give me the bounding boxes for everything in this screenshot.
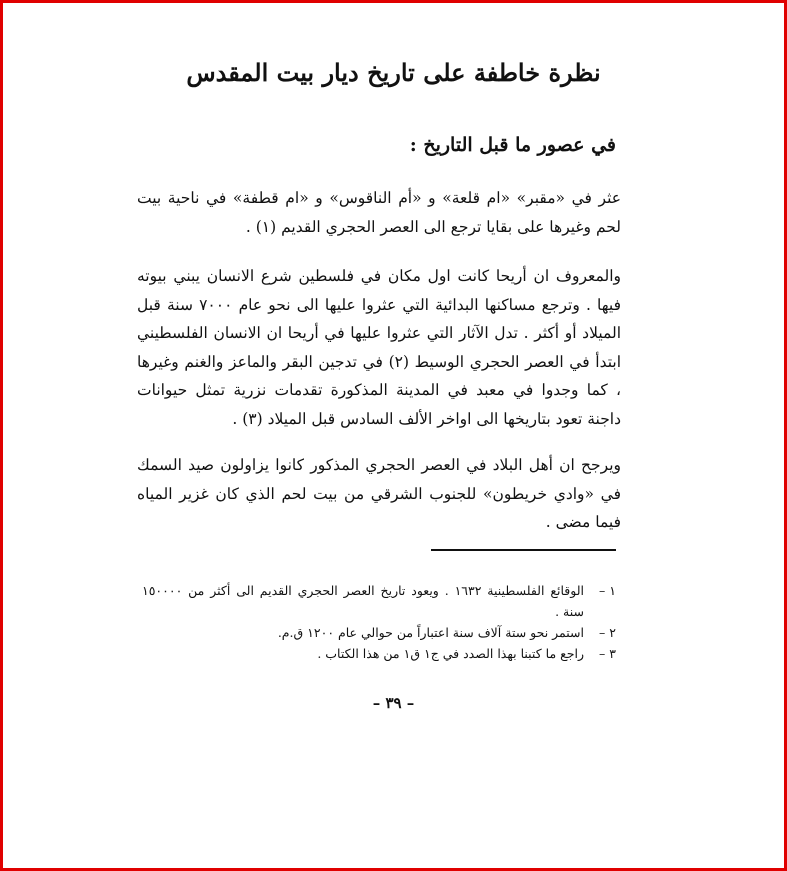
paragraph-2 xyxy=(137,262,621,434)
footnote-separator xyxy=(431,549,616,551)
book-page xyxy=(6,6,781,865)
paragraph-1 xyxy=(137,184,621,241)
footnote-text: الوقائع الفلسطينية ١٦٣٢ . ويعود تاريخ العصر الحجري القديم الى أكثر من ١٥٠٠٠٠ سنة . xyxy=(142,583,584,619)
footnote-number: ٢ – xyxy=(599,625,616,640)
page-title: نظرة خاطفة على تاريخ ديار بيت المقدس xyxy=(186,58,601,87)
paragraph-text: ويرجح ان أهل البلاد في العصر الحجري المذكور كانوا يزاولون صيد السمك في «وادي خريطون» للجنوب الشرقي من بيت لحم الذي كان غزير المياه فيما مضى . xyxy=(137,456,621,532)
paragraph-text: عثر في «مقبر» «ام قلعة» و «أم الناقوس» و «ام قطفة» في ناحية بيت لحم وغيرها على بقايا ترجع الى العصر الحجري القديم (١) . xyxy=(137,189,621,236)
footnotes xyxy=(142,580,616,664)
footnote-2 xyxy=(142,622,616,643)
footnote-number: ١ – xyxy=(599,583,616,598)
footnote-1 xyxy=(142,580,616,622)
footnote-text: راجع ما كتبنا بهذا الصدد في ج١ ق١ من هذا الكتاب . xyxy=(317,646,584,661)
section-heading: في عصور ما قبل التاريخ : xyxy=(409,134,616,156)
footnote-3 xyxy=(142,643,616,664)
footnote-text: استمر نحو ستة آلاف سنة اعتباراً من حوالي عام ١٢٠٠ ق.م. xyxy=(277,625,584,640)
paragraph-3 xyxy=(137,451,621,537)
page-number: – ٣٩ – xyxy=(372,694,415,712)
footnote-number: ٣ – xyxy=(599,646,616,661)
paragraph-text: والمعروف ان أريحا كانت اول مكان في فلسطين شرع الانسان يبني بيوته فيها . وترجع مساكنها البدائية التي عثروا عليها الى نحو عام ٧٠٠٠ سنة قبل الميلاد أو أكثر . تدل الآثار التي عثروا عليها في أريحا ان الانسان الفلسطيني ابتدأ في العصر الحجري الوسيط (٢) في تدجين البقر والماعز والغنم وغيرها ، كما وجدوا في معبد في المدينة المذكورة تقدمات نزرية تمثل حيوانات داجنة تعود بتاريخها الى اواخر الألف السادس قبل الميلاد (٣) . xyxy=(137,267,622,428)
